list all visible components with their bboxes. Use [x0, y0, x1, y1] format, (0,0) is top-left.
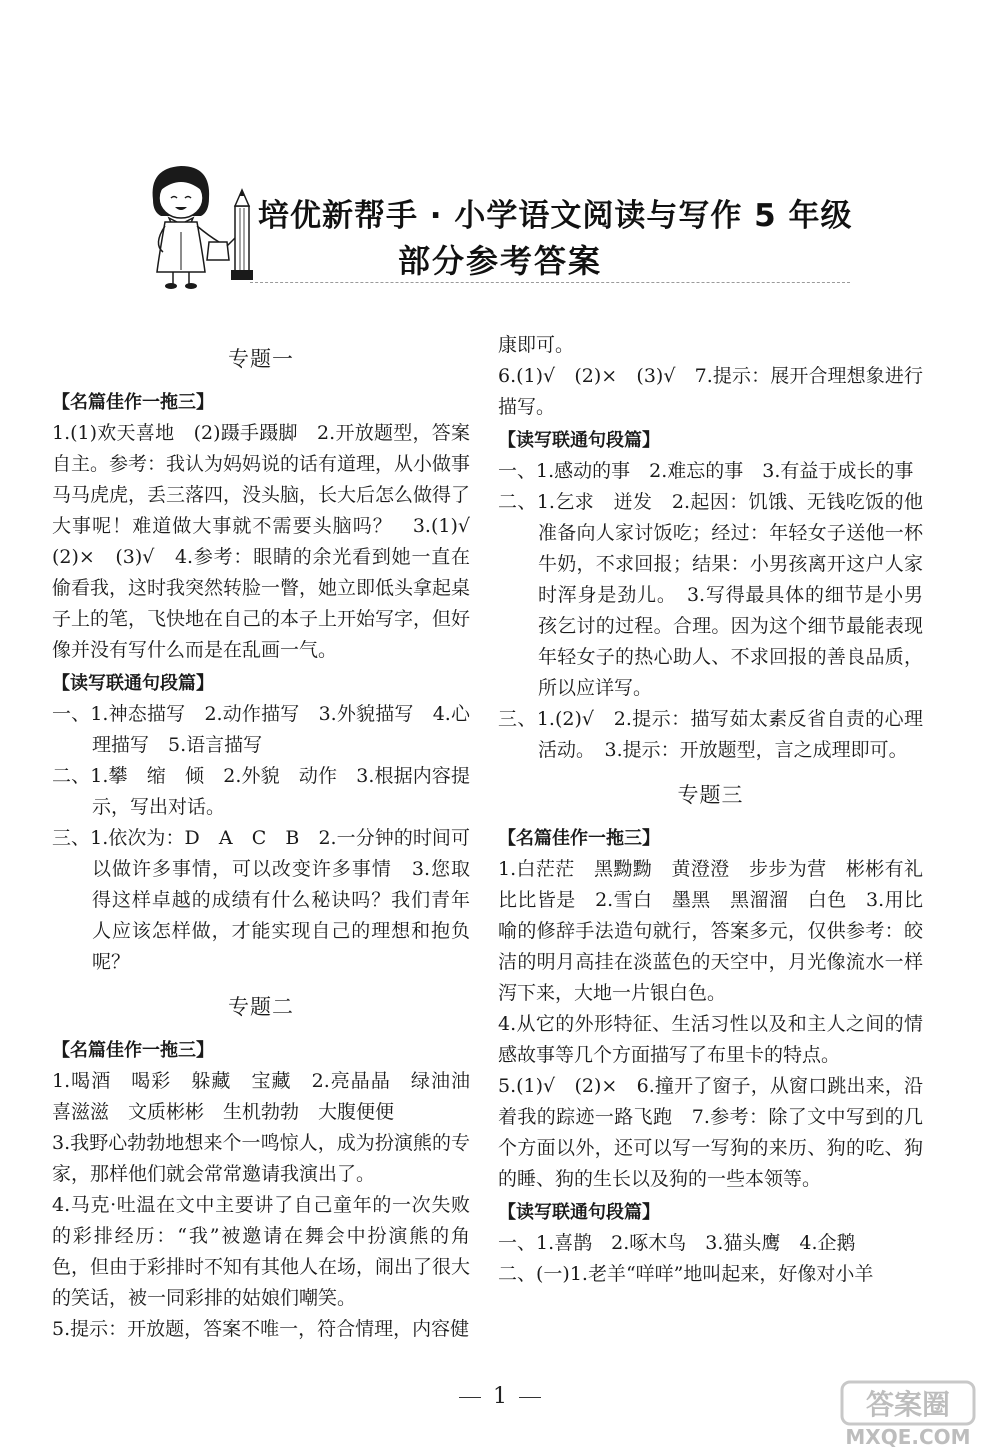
- answer-paragraph: 3.我野心勃勃地想来个一鸣惊人，成为扮演熊的专家，那样他们就会常常邀请我演出了。: [52, 1132, 470, 1185]
- topic-heading-2: 专题二: [228, 995, 294, 1019]
- page-title: 培优新帮手 · 小学语文阅读与写作 5 年级: [258, 198, 853, 234]
- section-title: 【读写联通句段篇】: [498, 1202, 660, 1223]
- answer-paragraph: 4.从它的外形特征、生活习性以及和主人之间的情感故事等几个方面描写了布里卡的特点。: [498, 1013, 923, 1066]
- topic-heading-3: 专题三: [677, 783, 744, 807]
- section-title: 【名篇佳作一拖三】: [52, 1040, 214, 1061]
- section-title: 【名篇佳作一拖三】: [52, 392, 214, 413]
- answer-item: 三、1.(2)√ 2.提示：描写茹太素反省自责的心理活动。 3.提示：开放题型，言之成理即可。: [498, 708, 923, 761]
- answer-paragraph: 1.白茫茫 黑黝黝 黄澄澄 步步为营 彬彬有礼 比比皆是 2.雪白 墨黑 黑溜溜 白色 3.用比喻的修辞手法造句就行，答案多元，仅供参考：皎洁的明月高挂在淡蓝色的天空中，月光像流水一样泻下来，大地一片银白色。: [498, 858, 943, 1004]
- title-divider: [250, 282, 850, 283]
- answer-paragraph: 4.马克·吐温在文中主要讲了自己童年的一次失败的彩排经历：“我”被邀请在舞会中扮演熊的角色，但由于彩排时不知有其他人在场，闹出了很大的笑话，被一同彩排的姑娘们嘲笑。: [52, 1194, 471, 1309]
- answer-paragraph: 康即可。: [498, 334, 575, 356]
- answer-item: 三、1.依次为：D A C B 2.一分钟的时间可以做许多事情，可以改变许多事情 3.您取得这样卓越的成绩有什么秘诀吗？我们青年人应该怎样做，才能实现自己的理想和抱负呢？: [52, 827, 470, 973]
- section-title: 【名篇佳作一拖三】: [498, 828, 660, 849]
- answer-item: 二、1.乞求 迸发 2.起因：饥饿、无钱吃饭的他准备向人家讨饭吃；经过：年轻女子送他一杯牛奶，不求回报；结果：小男孩离开这户人家时浑身是劲儿。 3.写得最具体的细节是小男孩乞讨的过程。合理。因为这个细节最能表现年轻女子的热心助人、不求回报的善良品质，所以应详写。: [498, 491, 923, 699]
- answer-paragraph: 6.(1)√ (2)× (3)√ 7.提示：展开合理想象进行描写。: [498, 365, 923, 418]
- answer-paragraph: 1.喝酒 喝彩 躲藏 宝藏 2.亮晶晶 绿油油 喜滋滋 文质彬彬 生机勃勃 大腹便便: [52, 1070, 490, 1123]
- watermark-logo: [838, 1378, 978, 1450]
- answer-item: 二、(一)1.老羊“咩咩”地叫起来，好像对小羊: [498, 1263, 874, 1285]
- section-title: 【读写联通句段篇】: [498, 430, 660, 451]
- page-number: 1: [0, 1384, 1000, 1409]
- topic-heading-1: 专题一: [228, 347, 294, 371]
- answer-item: 一、1.神态描写 2.动作描写 3.外貌描写 4.心理描写 5.语言描写: [52, 703, 470, 756]
- girl-mascot-illustration: [135, 160, 265, 290]
- watermark-text-bottom: MXQE.COM: [845, 1425, 971, 1449]
- page-subtitle: 部分参考答案: [398, 242, 603, 280]
- answer-paragraph: 5.(1)√ (2)× 6.撞开了窗子，从窗口跳出来，沿着我的踪迹一路飞跑 7.参考：除了文中写到的几个方面以外，还可以写一写狗的来历、狗的吃、狗的睡、狗的生长以及狗的一些本领等。: [498, 1075, 923, 1190]
- watermark-text-top: 答案圈: [865, 1388, 951, 1421]
- answer-item: 一、1.感动的事 2.难忘的事 3.有益于成长的事: [498, 460, 914, 482]
- right-column: [498, 330, 943, 1290]
- answer-paragraph: 5.提示：开放题，答案不唯一，符合情理，内容健: [52, 1318, 470, 1340]
- answer-paragraph: 1.(1)欢天喜地 (2)蹑手蹑脚 2.开放题型，答案自主。参考：我认为妈妈说的话有道理，从小做事马马虎虎，丢三落四，没头脑，长大后怎么做得了大事呢！难道做大事就不需要头脑吗？ 3.(1)√ (2)× (3)√ 4.参考：眼睛的余光看到她一直在偷看我，这时我突然转脸一瞥，她立即低头拿起桌子上的笔，飞快地在自己的本子上开始写字，但好像并没有写什么而是在乱画一气。: [52, 422, 490, 661]
- left-column: [52, 330, 490, 1345]
- answer-item: 二、1.攀 缩 倾 2.外貌 动作 3.根据内容提示，写出对话。: [52, 765, 470, 818]
- answer-item: 一、1.喜鹊 2.啄木鸟 3.猫头鹰 4.企鹅: [498, 1232, 856, 1254]
- section-title: 【读写联通句段篇】: [52, 673, 214, 694]
